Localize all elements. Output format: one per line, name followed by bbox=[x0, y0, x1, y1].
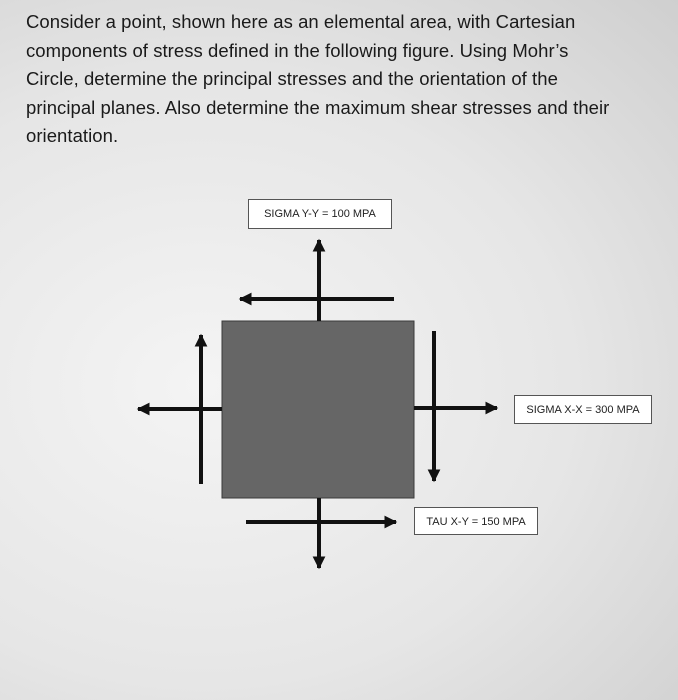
sigma-xx-label: SIGMA X-X = 300 MPA bbox=[514, 395, 652, 424]
problem-line: orientation. bbox=[26, 125, 119, 146]
problem-line: Circle, determine the principal stresses and the orientation of the bbox=[26, 68, 558, 89]
tau-xy-label: TAU X-Y = 150 MPA bbox=[414, 507, 538, 535]
problem-line: components of stress defined in the following figure. Using Mohr’s bbox=[26, 39, 569, 61]
problem-line: Consider a point, shown here as an elemental area, with Cartesian bbox=[26, 11, 576, 32]
problem-line: principal planes. Also determine the maximum shear stresses and their bbox=[26, 96, 610, 118]
sigma-yy-label: SIGMA Y-Y = 100 MPA bbox=[248, 199, 392, 229]
elemental-area bbox=[222, 321, 414, 498]
